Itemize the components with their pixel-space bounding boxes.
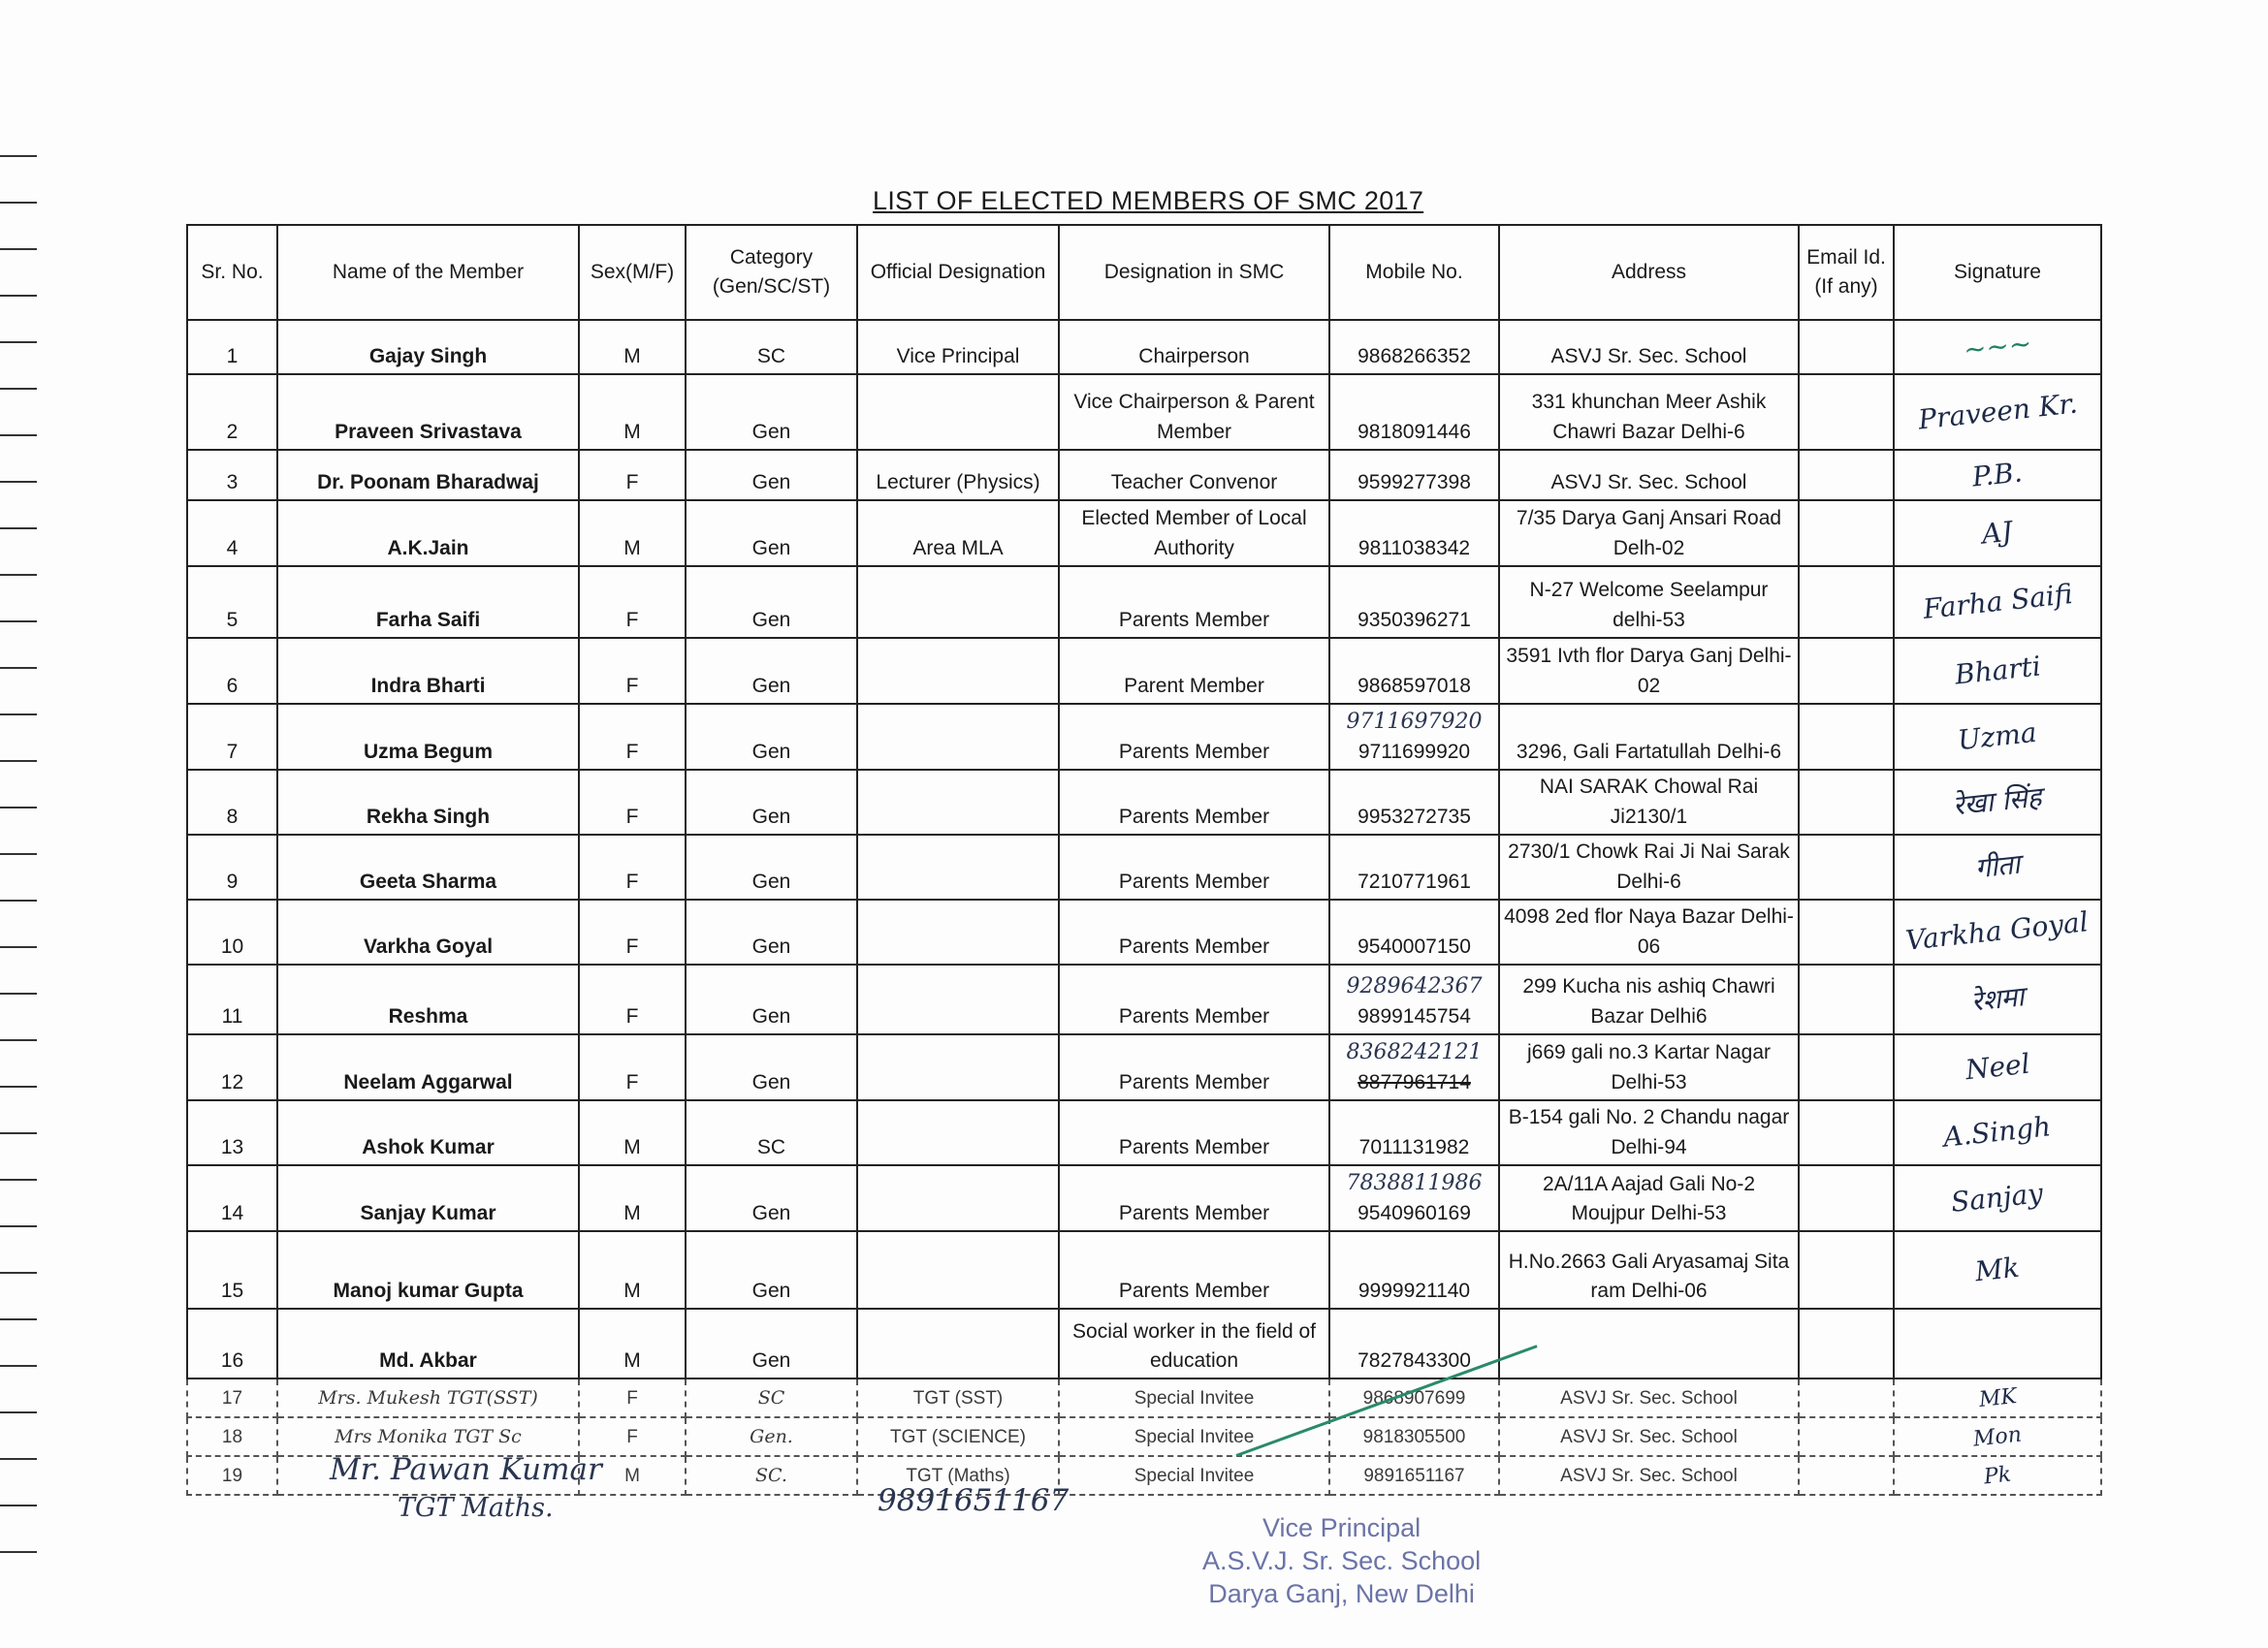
mobile-cell bbox=[1329, 450, 1499, 500]
address-cell: H.No.2663 Gali Aryasamaj Sita ram Delhi-06 bbox=[1499, 1231, 1799, 1309]
smc-designation-cell: Parents Member bbox=[1059, 965, 1329, 1034]
email-cell bbox=[1799, 638, 1894, 704]
member-name-cell: Gajay Singh bbox=[277, 320, 579, 374]
smc-designation-cell: Parents Member bbox=[1059, 704, 1329, 770]
sex-cell: F bbox=[579, 704, 686, 770]
address-cell: B-154 gali No. 2 Chandu nagar Delhi-94 bbox=[1499, 1100, 1799, 1165]
signature-scribble: MK bbox=[1977, 1383, 2018, 1412]
signature-cell bbox=[1894, 704, 2101, 770]
signature-cell bbox=[1894, 1309, 2101, 1379]
vice-principal-stamp bbox=[1202, 1512, 1481, 1610]
member-name-cell: Indra Bharti bbox=[277, 638, 579, 704]
sr-no-cell: 10 bbox=[187, 900, 277, 965]
sr-no-cell: 14 bbox=[187, 1165, 277, 1231]
category-cell: Gen bbox=[686, 965, 857, 1034]
signature-cell bbox=[1894, 1456, 2101, 1495]
member-name-cell: Praveen Srivastava bbox=[277, 374, 579, 450]
col-sex: Sex(M/F) bbox=[579, 225, 686, 320]
smc-designation-cell: Parent Member bbox=[1059, 638, 1329, 704]
address-cell: j669 gali no.3 Kartar Nagar Delhi-53 bbox=[1499, 1034, 1799, 1100]
address-cell: 3296, Gali Fartatullah Delhi-6 bbox=[1499, 704, 1799, 770]
category-cell: Gen bbox=[686, 1309, 857, 1379]
email-cell bbox=[1799, 835, 1894, 900]
table-row bbox=[187, 320, 2101, 374]
email-cell bbox=[1799, 1034, 1894, 1100]
member-name-cell: Uzma Begum bbox=[277, 704, 579, 770]
official-designation-cell bbox=[857, 900, 1059, 965]
table-row bbox=[187, 638, 2101, 704]
email-cell bbox=[1799, 965, 1894, 1034]
smc-designation-cell: Vice Chairperson & Parent Member bbox=[1059, 374, 1329, 450]
sex-cell: F bbox=[579, 566, 686, 638]
table-row bbox=[187, 566, 2101, 638]
typed-mobile: 7210771961 bbox=[1358, 870, 1471, 893]
category-cell: SC bbox=[686, 320, 857, 374]
mobile-cell bbox=[1329, 965, 1499, 1034]
smc-designation-cell: Teacher Convenor bbox=[1059, 450, 1329, 500]
col-smc-designation: Designation in SMC bbox=[1059, 225, 1329, 320]
official-designation-cell bbox=[857, 1165, 1059, 1231]
binder-margin-marks bbox=[0, 155, 39, 1609]
col-sr-no: Sr. No. bbox=[187, 225, 277, 320]
signature-scribble: P.B. bbox=[1970, 456, 2025, 493]
official-designation-cell bbox=[857, 638, 1059, 704]
email-cell bbox=[1799, 770, 1894, 835]
table-row bbox=[187, 1231, 2101, 1309]
mobile-cell bbox=[1329, 374, 1499, 450]
mobile-cell bbox=[1329, 1034, 1499, 1100]
mobile-cell bbox=[1329, 1165, 1499, 1231]
signature-cell bbox=[1894, 374, 2101, 450]
address-cell: 2A/11A Aajad Gali No-2 Moujpur Delhi-53 bbox=[1499, 1165, 1799, 1231]
sex-cell: M bbox=[579, 374, 686, 450]
category-cell: Gen bbox=[686, 1165, 857, 1231]
sex-cell: M bbox=[579, 1309, 686, 1379]
mobile-cell bbox=[1329, 1231, 1499, 1309]
sr-no-cell: 7 bbox=[187, 704, 277, 770]
signature-cell bbox=[1894, 1034, 2101, 1100]
signature-cell bbox=[1894, 1165, 2101, 1231]
member-name-cell: Dr. Poonam Bharadwaj bbox=[277, 450, 579, 500]
member-name-cell: Neelam Aggarwal bbox=[277, 1034, 579, 1100]
email-cell bbox=[1799, 1165, 1894, 1231]
category-cell: SC. bbox=[686, 1456, 857, 1495]
typed-mobile: 9599277398 bbox=[1358, 470, 1471, 493]
member-name-cell: Farha Saifi bbox=[277, 566, 579, 638]
address-cell: N-27 Welcome Seelampur delhi-53 bbox=[1499, 566, 1799, 638]
smc-designation-cell: Parents Member bbox=[1059, 1034, 1329, 1100]
category-cell: Gen bbox=[686, 900, 857, 965]
address-cell: 7/35 Darya Ganj Ansari Road Delh-02 bbox=[1499, 500, 1799, 566]
col-email: Email Id. (If any) bbox=[1799, 225, 1894, 320]
mobile-cell bbox=[1329, 320, 1499, 374]
special-invitee-row bbox=[187, 1379, 2101, 1417]
member-name-cell: Geeta Sharma bbox=[277, 835, 579, 900]
sr-no-cell: 8 bbox=[187, 770, 277, 835]
category-cell: Gen bbox=[686, 704, 857, 770]
smc-designation-cell: Chairperson bbox=[1059, 320, 1329, 374]
email-cell bbox=[1799, 374, 1894, 450]
member-name-cell: Rekha Singh bbox=[277, 770, 579, 835]
member-name-cell: Mrs. Mukesh TGT(SST) bbox=[277, 1379, 579, 1417]
mobile-cell bbox=[1329, 900, 1499, 965]
category-cell: SC bbox=[686, 1379, 857, 1417]
col-address: Address bbox=[1499, 225, 1799, 320]
signature-scribble: A.Singh bbox=[1941, 1110, 2053, 1155]
official-designation-cell bbox=[857, 835, 1059, 900]
official-designation-cell bbox=[857, 1034, 1059, 1100]
typed-mobile: 9350396271 bbox=[1358, 608, 1471, 631]
col-official-designation: Official Designation bbox=[857, 225, 1059, 320]
sr-no-cell: 12 bbox=[187, 1034, 277, 1100]
email-cell bbox=[1799, 500, 1894, 566]
sex-cell: M bbox=[579, 1231, 686, 1309]
header-row bbox=[187, 225, 2101, 320]
signature-cell bbox=[1894, 1379, 2101, 1417]
address-cell: NAI SARAK Chowal Rai Ji2130/1 bbox=[1499, 770, 1799, 835]
member-name-cell: A.K.Jain bbox=[277, 500, 579, 566]
members-table bbox=[186, 224, 2102, 1496]
signature-scribble: Bharti bbox=[1952, 650, 2042, 691]
table-row bbox=[187, 1165, 2101, 1231]
category-cell: Gen bbox=[686, 374, 857, 450]
official-designation-cell: Lecturer (Physics) bbox=[857, 450, 1059, 500]
official-designation-cell bbox=[857, 1100, 1059, 1165]
address-cell: ASVJ Sr. Sec. School bbox=[1499, 1417, 1799, 1456]
sr-no-cell: 16 bbox=[187, 1309, 277, 1379]
signature-scribble: Varkha Goyal bbox=[1904, 905, 2091, 958]
table-row bbox=[187, 1309, 2101, 1379]
official-designation-cell: TGT (Maths) bbox=[857, 1456, 1059, 1495]
address-cell: 331 khunchan Meer Ashik Chawri Bazar Delhi-6 bbox=[1499, 374, 1799, 450]
sr-no-cell: 6 bbox=[187, 638, 277, 704]
smc-designation-cell: Parents Member bbox=[1059, 566, 1329, 638]
official-designation-cell bbox=[857, 704, 1059, 770]
table-row bbox=[187, 374, 2101, 450]
mobile-cell bbox=[1329, 500, 1499, 566]
address-cell: ASVJ Sr. Sec. School bbox=[1499, 450, 1799, 500]
mobile-cell bbox=[1329, 638, 1499, 704]
signature-scribble: Praveen Kr. bbox=[1916, 387, 2079, 436]
sr-no-cell: 2 bbox=[187, 374, 277, 450]
mobile-cell bbox=[1329, 770, 1499, 835]
col-mobile: Mobile No. bbox=[1329, 225, 1499, 320]
table-row bbox=[187, 965, 2101, 1034]
category-cell: Gen bbox=[686, 450, 857, 500]
smc-designation-cell: Parents Member bbox=[1059, 1100, 1329, 1165]
sex-cell: M bbox=[579, 1100, 686, 1165]
category-cell: Gen. bbox=[686, 1417, 857, 1456]
handwritten-mobile: 7838811986 bbox=[1346, 1171, 1483, 1196]
signature-cell bbox=[1894, 770, 2101, 835]
signature-cell bbox=[1894, 1231, 2101, 1309]
address-cell: ASVJ Sr. Sec. School bbox=[1499, 320, 1799, 374]
sr-no-cell: 18 bbox=[187, 1417, 277, 1456]
signature-scribble: Neel bbox=[1964, 1047, 2031, 1087]
category-cell: Gen bbox=[686, 500, 857, 566]
typed-mobile: 7827843300 bbox=[1358, 1349, 1471, 1373]
official-designation-cell bbox=[857, 1309, 1059, 1379]
signature-scribble: Mk bbox=[1973, 1251, 2022, 1288]
sr-no-cell: 1 bbox=[187, 320, 277, 374]
special-invitee-row bbox=[187, 1417, 2101, 1456]
sex-cell: M bbox=[579, 1165, 686, 1231]
address-cell: 3591 Ivth flor Darya Ganj Delhi-02 bbox=[1499, 638, 1799, 704]
sex-cell: F bbox=[579, 450, 686, 500]
col-name: Name of the Member bbox=[277, 225, 579, 320]
official-designation-cell bbox=[857, 965, 1059, 1034]
mobile-cell bbox=[1329, 704, 1499, 770]
stamp-line-1: Vice Principal bbox=[1262, 1513, 1421, 1542]
sex-cell: M bbox=[579, 500, 686, 566]
address-cell: ASVJ Sr. Sec. School bbox=[1499, 1379, 1799, 1417]
sr-no-cell: 4 bbox=[187, 500, 277, 566]
official-designation-cell bbox=[857, 374, 1059, 450]
signature-cell bbox=[1894, 638, 2101, 704]
typed-mobile: 9868597018 bbox=[1358, 674, 1471, 697]
table-row bbox=[187, 450, 2101, 500]
signature-scribble: Farha Saifi bbox=[1921, 577, 2074, 625]
handwritten-pawan-role: TGT Maths. bbox=[398, 1493, 554, 1523]
smc-designation-cell: Social worker in the field of education bbox=[1059, 1309, 1329, 1379]
signature-scribble: Pk bbox=[1982, 1462, 2013, 1489]
typed-mobile: 8877961714 bbox=[1358, 1070, 1471, 1093]
typed-mobile: 9540007150 bbox=[1358, 935, 1471, 958]
member-name-cell: Mrs Monika TGT Sc bbox=[277, 1417, 579, 1456]
email-cell bbox=[1799, 1100, 1894, 1165]
table-row bbox=[187, 900, 2101, 965]
member-name-cell: Md. Akbar bbox=[277, 1309, 579, 1379]
typed-mobile: 9953272735 bbox=[1358, 805, 1471, 828]
category-cell: Gen bbox=[686, 1231, 857, 1309]
handwritten-mobile: 9711697920 bbox=[1346, 710, 1483, 734]
address-cell: 299 Kucha nis ashiq Chawri Bazar Delhi6 bbox=[1499, 965, 1799, 1034]
smc-designation-cell: Special Invitee bbox=[1059, 1379, 1329, 1417]
signature-cell bbox=[1894, 566, 2101, 638]
email-cell bbox=[1799, 450, 1894, 500]
signature-cell bbox=[1894, 965, 2101, 1034]
member-name-cell: Sanjay Kumar bbox=[277, 1165, 579, 1231]
address-cell bbox=[1499, 1309, 1799, 1379]
smc-designation-cell: Special Invitee bbox=[1059, 1456, 1329, 1495]
sr-no-cell: 17 bbox=[187, 1379, 277, 1417]
mobile-cell: 9891651167 bbox=[1329, 1456, 1499, 1495]
signature-cell bbox=[1894, 450, 2101, 500]
table-row bbox=[187, 835, 2101, 900]
smc-designation-cell: Parents Member bbox=[1059, 1231, 1329, 1309]
member-name-cell: Manoj kumar Gupta bbox=[277, 1231, 579, 1309]
sex-cell: F bbox=[579, 1034, 686, 1100]
sex-cell: F bbox=[579, 965, 686, 1034]
category-cell: Gen bbox=[686, 1034, 857, 1100]
signature-cell bbox=[1894, 900, 2101, 965]
signature-cell bbox=[1894, 500, 2101, 566]
typed-mobile: 9899145754 bbox=[1358, 1004, 1471, 1028]
sex-cell: F bbox=[579, 1379, 686, 1417]
signature-scribble: गीता bbox=[1973, 848, 2022, 885]
typed-mobile: 9999921140 bbox=[1358, 1280, 1471, 1303]
email-cell bbox=[1799, 1417, 1894, 1456]
member-name-cell: Ashok Kumar bbox=[277, 1100, 579, 1165]
signature-scribble: रेशमा bbox=[1969, 979, 2026, 1018]
sex-cell: F bbox=[579, 638, 686, 704]
document-title: LIST OF ELECTED MEMBERS OF SMC 2017 bbox=[873, 186, 1424, 215]
sex-cell: F bbox=[579, 900, 686, 965]
handwritten-pawan-mobile: 9891651167 bbox=[878, 1483, 1070, 1518]
table-row bbox=[187, 770, 2101, 835]
signature-scribble: रेखा सिंह bbox=[1951, 780, 2044, 823]
table-row bbox=[187, 1034, 2101, 1100]
signature-scribble: Mon bbox=[1971, 1421, 2024, 1452]
email-cell bbox=[1799, 900, 1894, 965]
address-cell: ASVJ Sr. Sec. School bbox=[1499, 1456, 1799, 1495]
signature-cell bbox=[1894, 1100, 2101, 1165]
signature-cell bbox=[1894, 320, 2101, 374]
address-cell: 2730/1 Chowk Rai Ji Nai Sarak Delhi-6 bbox=[1499, 835, 1799, 900]
smc-designation-cell: Parents Member bbox=[1059, 1165, 1329, 1231]
table-row bbox=[187, 500, 2101, 566]
official-designation-cell: TGT (SST) bbox=[857, 1379, 1059, 1417]
category-cell: Gen bbox=[686, 566, 857, 638]
typed-mobile: 9811038342 bbox=[1358, 536, 1471, 559]
mobile-cell: 9868907699 bbox=[1329, 1379, 1499, 1417]
smc-designation-cell: Parents Member bbox=[1059, 900, 1329, 965]
stamp-line-3: Darya Ganj, New Delhi bbox=[1208, 1578, 1475, 1608]
address-cell: 4098 2ed flor Naya Bazar Delhi-06 bbox=[1499, 900, 1799, 965]
signature-cell bbox=[1894, 835, 2101, 900]
typed-mobile: 9540960169 bbox=[1358, 1202, 1471, 1225]
sex-cell: M bbox=[579, 320, 686, 374]
sr-no-cell: 5 bbox=[187, 566, 277, 638]
sr-no-cell: 9 bbox=[187, 835, 277, 900]
email-cell bbox=[1799, 1231, 1894, 1309]
official-designation-cell: Vice Principal bbox=[857, 320, 1059, 374]
smc-designation-cell: Parents Member bbox=[1059, 770, 1329, 835]
email-cell bbox=[1799, 1379, 1894, 1417]
sr-no-cell: 13 bbox=[187, 1100, 277, 1165]
mobile-cell: 9818305500 bbox=[1329, 1417, 1499, 1456]
mobile-cell bbox=[1329, 1100, 1499, 1165]
handwritten-mobile: 8368242121 bbox=[1346, 1039, 1483, 1064]
sr-no-cell: 11 bbox=[187, 965, 277, 1034]
typed-mobile: 9868266352 bbox=[1358, 344, 1471, 367]
email-cell bbox=[1799, 320, 1894, 374]
category-cell: Gen bbox=[686, 835, 857, 900]
typed-mobile: 7011131982 bbox=[1358, 1135, 1470, 1158]
typed-mobile: 9818091446 bbox=[1358, 420, 1471, 443]
sex-cell: F bbox=[579, 770, 686, 835]
member-name-cell: Reshma bbox=[277, 965, 579, 1034]
handwritten-pawan-name: Mr. Pawan Kumar bbox=[330, 1452, 602, 1487]
col-category: Category (Gen/SC/ST) bbox=[686, 225, 857, 320]
smc-designation-cell: Parents Member bbox=[1059, 835, 1329, 900]
mobile-cell bbox=[1329, 566, 1499, 638]
category-cell: Gen bbox=[686, 770, 857, 835]
sex-cell: M bbox=[579, 1456, 686, 1495]
signature-scribble: Uzma bbox=[1956, 715, 2039, 757]
signature-scribble: AJ bbox=[1980, 515, 2015, 551]
stamp-line-2: A.S.V.J. Sr. Sec. School bbox=[1202, 1545, 1482, 1575]
email-cell bbox=[1799, 704, 1894, 770]
email-cell bbox=[1799, 1309, 1894, 1379]
handwritten-mobile: 9289642367 bbox=[1346, 973, 1483, 998]
official-designation-cell bbox=[857, 770, 1059, 835]
smc-designation-cell: Special Invitee bbox=[1059, 1417, 1329, 1456]
member-name-cell: Varkha Goyal bbox=[277, 900, 579, 965]
sr-no-cell: 3 bbox=[187, 450, 277, 500]
sr-no-cell: 19 bbox=[187, 1456, 277, 1495]
mobile-cell bbox=[1329, 835, 1499, 900]
typed-mobile: 9711699920 bbox=[1358, 740, 1471, 763]
official-designation-cell bbox=[857, 566, 1059, 638]
sex-cell: F bbox=[579, 835, 686, 900]
category-cell: SC bbox=[686, 1100, 857, 1165]
signature-cell bbox=[1894, 1417, 2101, 1456]
email-cell bbox=[1799, 566, 1894, 638]
col-signature: Signature bbox=[1894, 225, 2101, 320]
category-cell: Gen bbox=[686, 638, 857, 704]
official-designation-cell: TGT (SCIENCE) bbox=[857, 1417, 1059, 1456]
email-cell bbox=[1799, 1456, 1894, 1495]
table-row bbox=[187, 1100, 2101, 1165]
sr-no-cell: 15 bbox=[187, 1231, 277, 1309]
table-body bbox=[187, 320, 2101, 1495]
official-designation-cell: Area MLA bbox=[857, 500, 1059, 566]
signature-scribble: Sanjay bbox=[1949, 1177, 2045, 1219]
table-row bbox=[187, 704, 2101, 770]
signature-scribble: ~~~ bbox=[1962, 327, 2033, 366]
official-designation-cell bbox=[857, 1231, 1059, 1309]
smc-designation-cell: Elected Member of Local Authority bbox=[1059, 500, 1329, 566]
sex-cell: F bbox=[579, 1417, 686, 1456]
